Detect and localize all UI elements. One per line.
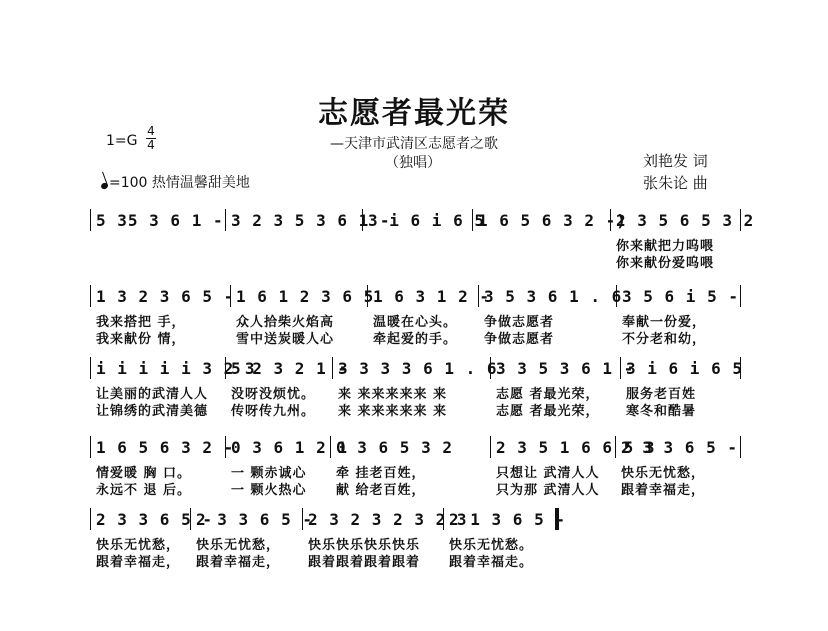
performance-type: （独唱） — [385, 155, 441, 171]
measure-notes: 0 3 6 1 2 1 — [231, 438, 348, 457]
lyric-verse-2: 来 来来来来来 来 — [338, 404, 448, 419]
time-signature — [146, 125, 156, 152]
measure-notes: 2 3 3 6 5 - — [196, 510, 313, 529]
song-subtitle: —天津市武清区志愿者之歌 — [330, 136, 498, 152]
time-top: 4 — [147, 124, 155, 138]
measure-notes: 5 35 3 6 1 - — [96, 211, 224, 230]
measure-notes: 1 3 2 3 6 5 - — [96, 287, 235, 306]
barline — [740, 285, 741, 307]
barline — [90, 508, 91, 530]
lyric-verse-1: 我来搭把 手， — [96, 315, 186, 330]
lyric-verse-1: 没呀没烦忧。 — [231, 387, 316, 402]
lyric-verse-1: 情爱暖 胸 口。 — [96, 466, 192, 481]
lyricist: 刘艳发 词 — [643, 152, 708, 170]
lyric-verse-1: 牵 挂老百姓， — [336, 466, 426, 481]
lyric-verse-1: 服务老百姓 — [626, 387, 697, 402]
time-bottom: 4 — [147, 138, 155, 152]
lyric-verse-2: 传呀传九州。 — [231, 404, 316, 419]
lyric-verse-2: 跟着幸福走， — [621, 483, 706, 498]
lyric-verse-1: 快乐无忧愁， — [196, 538, 281, 553]
tempo-text: =100 热情温馨甜美地 — [109, 175, 250, 191]
key-signature: 1=G — [106, 133, 138, 149]
lyric-verse-1: 快乐无忧愁， — [621, 466, 706, 481]
measure-notes: 2 3 3 6 5 - — [96, 510, 213, 529]
barline — [90, 285, 91, 307]
lyric-verse-2: 只为那 武清人人 — [496, 483, 600, 498]
lyric-verse-2: 永远不 退 后。 — [96, 483, 192, 498]
measure-notes: 2 3 5 1 6 6 5 3 — [496, 438, 656, 457]
barline — [90, 209, 91, 231]
lyric-verse-1: 快乐无忧愁。 — [449, 538, 534, 553]
tempo-marking — [101, 172, 250, 192]
measure-notes: 3 i 6 i 6 5 — [368, 211, 485, 230]
measure-notes: 0 3 6 5 3 2 — [336, 438, 453, 457]
song-title: 志愿者最光荣 — [318, 96, 510, 131]
measure-notes: i i i i i 3 2 3 — [96, 359, 256, 378]
measure-notes: 1 6 1 2 3 6 5 — [236, 287, 375, 306]
lyric-verse-1: 温暖在心头。 — [373, 315, 458, 330]
measure-notes: 1 6 3 1 2 - — [373, 287, 490, 306]
measure-notes: 2 3 3 6 5 - — [621, 438, 738, 457]
lyric-verse-1: 众人拾柴火焰高 — [236, 315, 335, 330]
lyric-verse-1: 争做志愿者 — [484, 315, 555, 330]
lyric-verse-2: 不分老和幼， — [622, 332, 707, 347]
lyric-verse-1: 来 来来来来来 来 — [338, 387, 448, 402]
measure-notes: 2 3 5 6 5 3 2 — [616, 211, 755, 230]
measure-notes: 1 6 5 6 3 2 -) — [478, 211, 627, 230]
lyric-verse-2: 跟着幸福走。 — [449, 555, 534, 570]
lyric-verse-1: 快乐无忧愁， — [96, 538, 181, 553]
lyric-verse-2: 争做志愿者 — [484, 332, 555, 347]
lyric-verse-2: 雪中送炭暖人心 — [236, 332, 335, 347]
lyric-verse-2: 一 颗火热心 — [231, 483, 307, 498]
barline — [490, 436, 491, 458]
lyric-verse-1: 志愿 者最光荣， — [496, 387, 600, 402]
measure-notes: 3 5 3 6 1 . 6 — [484, 287, 623, 306]
measure-notes: 3 2 3 5 3 6 1 - — [231, 211, 391, 230]
lyric-verse-1: 快乐快乐快乐快乐 — [308, 538, 421, 553]
lyric-verse-2: 跟着跟着跟着跟着 — [308, 555, 421, 570]
lyric-verse-1: 奉献一份爱， — [622, 315, 707, 330]
barline — [740, 436, 741, 458]
measure-notes: 3 5 6 i 5 - — [622, 287, 739, 306]
lyric-verse-1: 一 颗赤诚心 — [231, 466, 307, 481]
lyric-verse-2: 献 给老百姓， — [336, 483, 426, 498]
measure-notes: 3 3 5 3 6 1 - — [496, 359, 635, 378]
lyric-verse-1: 让美丽的武清人人 — [96, 387, 209, 402]
barline — [225, 209, 226, 231]
lyric-verse-2: 寒冬和酷暑 — [626, 404, 697, 419]
barline — [90, 436, 91, 458]
measure-notes: 3 i 6 i 6 5 — [626, 359, 743, 378]
lyric-verse-2: 跟着幸福走， — [196, 555, 281, 570]
lyric-verse-2: 我来献份 情， — [96, 332, 186, 347]
measure-notes: 3 3 3 3 6 1 . 6 — [338, 359, 498, 378]
lyric-verse-2: 志愿 者最光荣， — [496, 404, 600, 419]
lyric-verse-2: 让锦绣的武清美德 — [96, 404, 209, 419]
measure-notes: 1 6 5 6 3 2 - — [96, 438, 235, 457]
quarter-note-icon — [100, 182, 109, 190]
composer: 张朱论 曲 — [643, 174, 708, 192]
measure-notes: 2 3 2 3 2 3 2 3 — [308, 510, 468, 529]
lyric-verse-2: 跟着幸福走， — [96, 555, 181, 570]
lyric-verse-1: 只想让 武清人人 — [496, 466, 600, 481]
lyric-verse-2: 牵起爱的手。 — [373, 332, 458, 347]
lyric-verse-1: 你来献把力呜喂 — [616, 239, 715, 254]
measure-notes: 2 1 3 6 5 - — [449, 510, 566, 529]
barline — [90, 357, 91, 379]
measure-notes: 5 2 3 2 1 - — [231, 359, 348, 378]
lyric-verse-2: 你来献份爱呜喂 — [616, 256, 715, 271]
